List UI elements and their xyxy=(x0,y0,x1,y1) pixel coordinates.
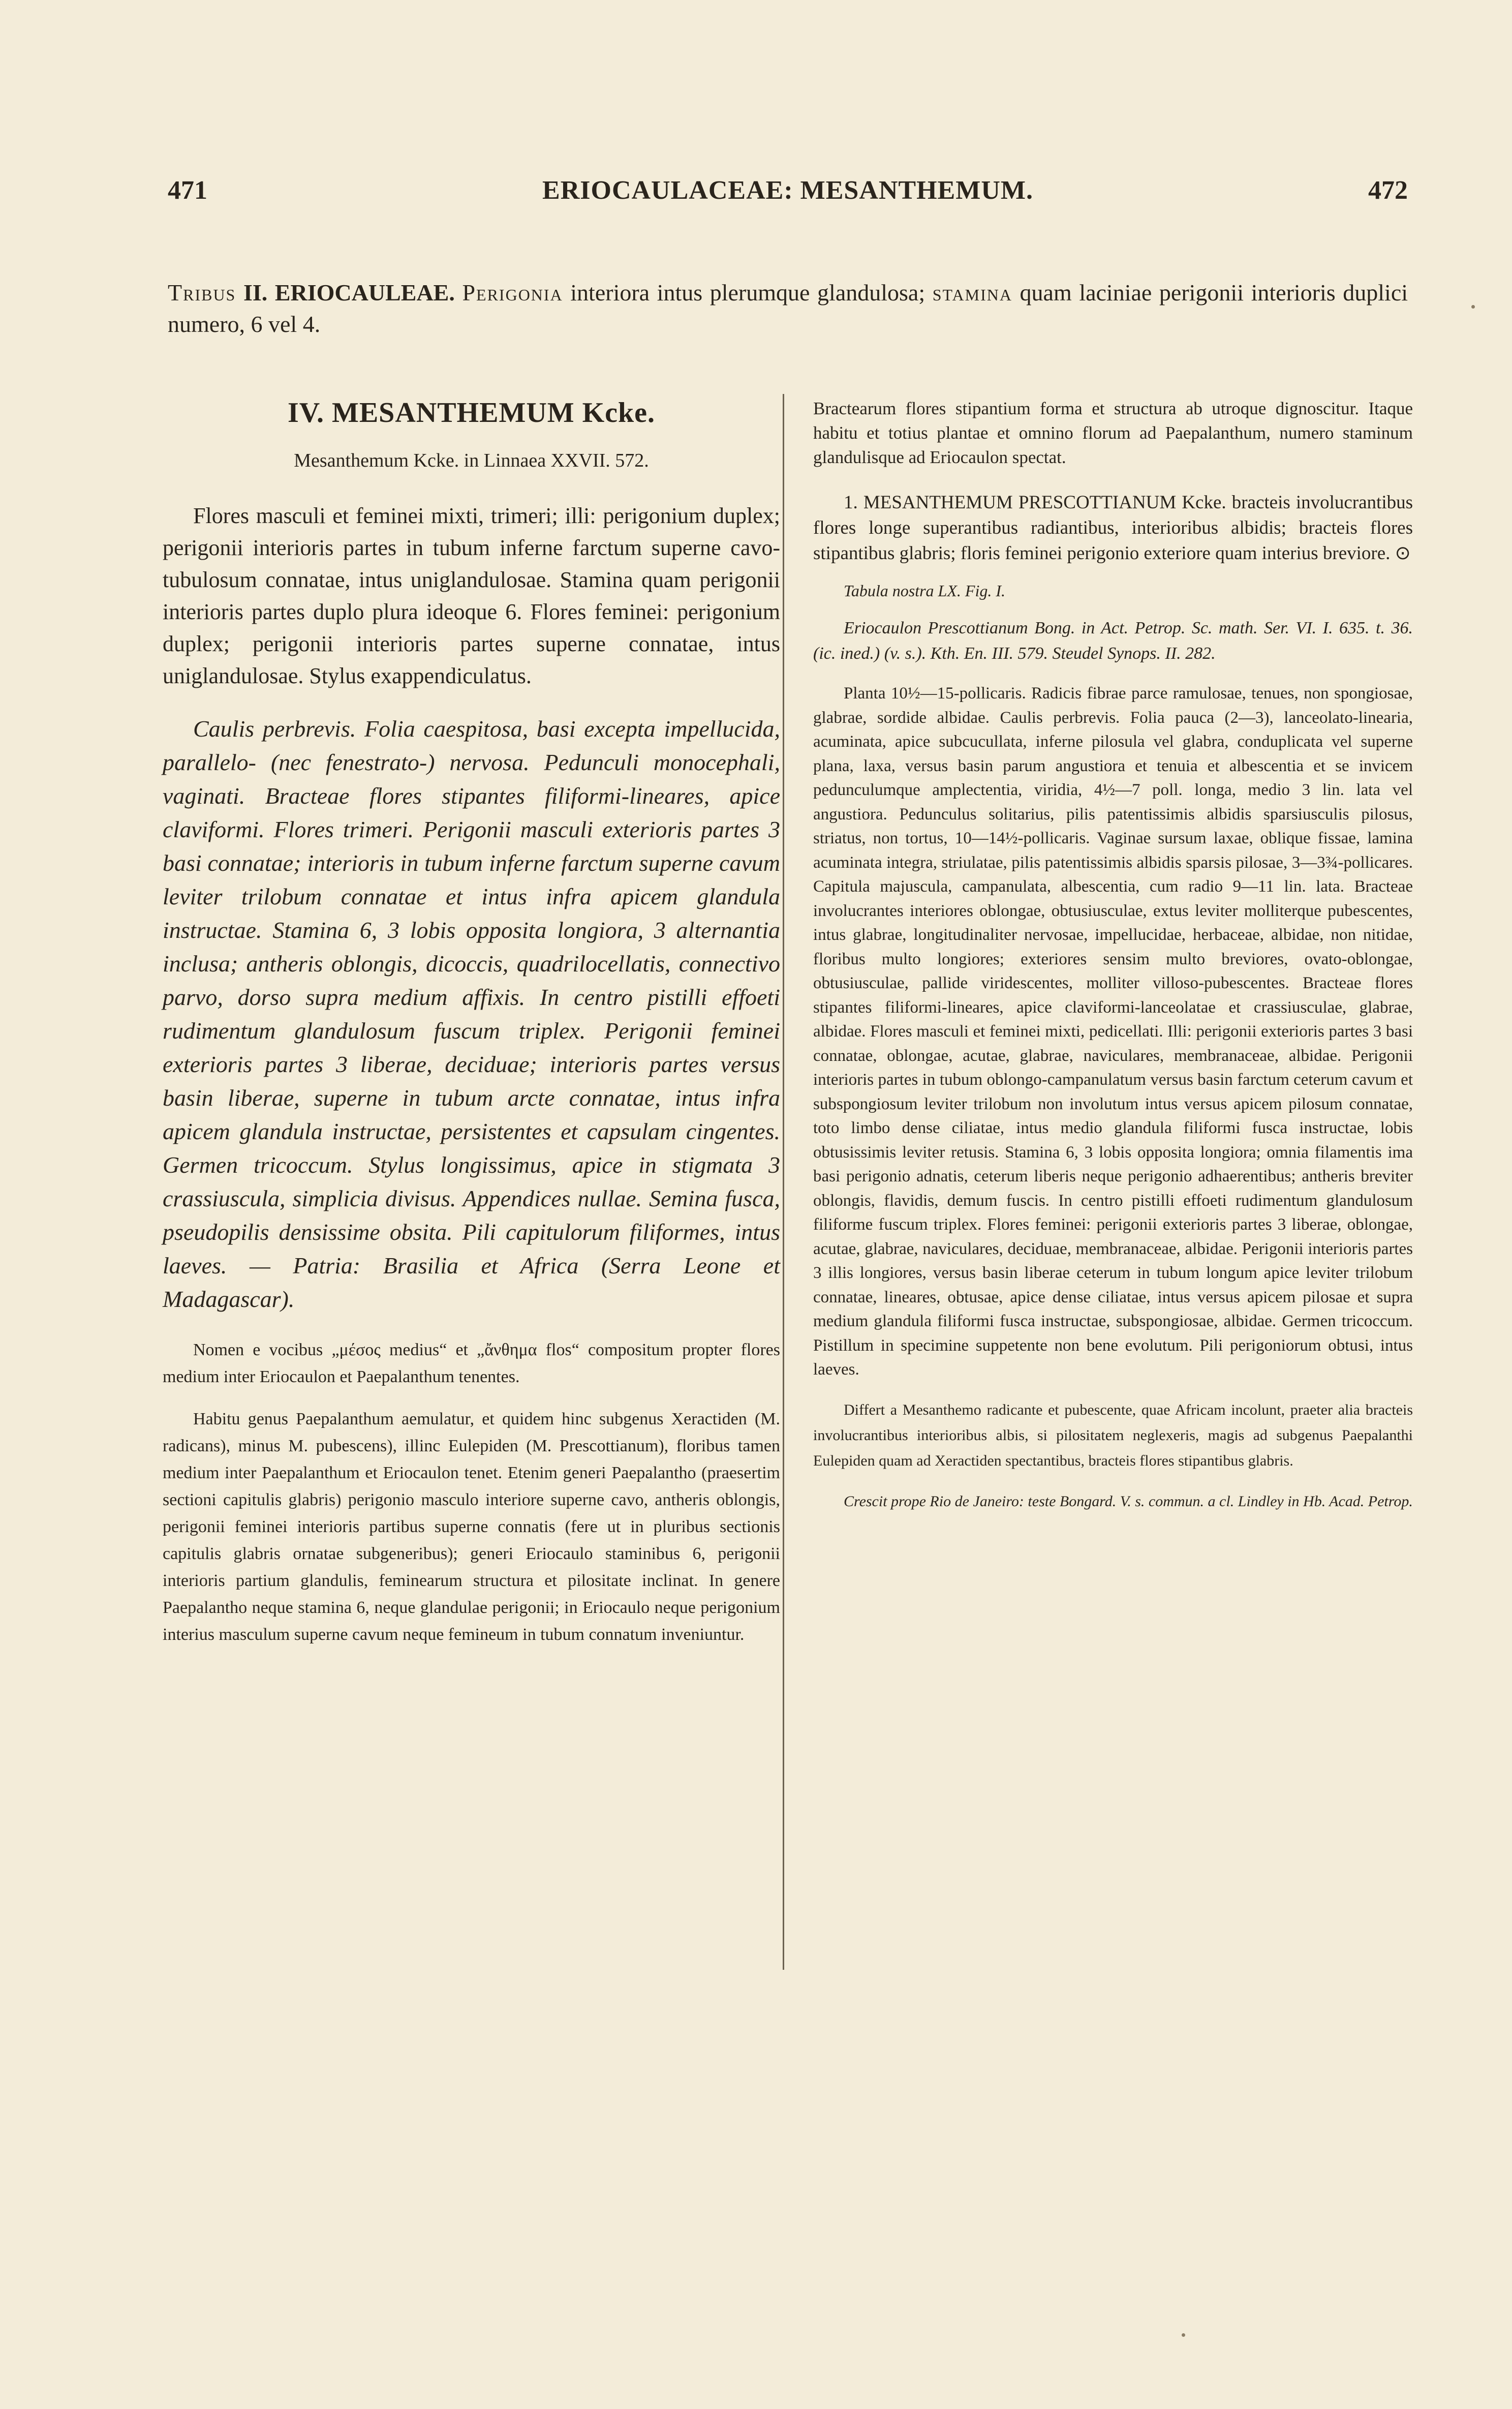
page-number-left: 471 xyxy=(168,176,207,205)
tribus-name: II. ERIOCAULEAE. xyxy=(243,280,455,306)
species-description: Planta 10½—15-pollicaris. Radicis fibrae parce ramulosae, tenues, non spongiosae, glabrae, sordide albidae. Caulis perbrevis. Folia pauca (2—3), lanceolato-linearia, acuminata, apice subcucullata, inferne pilosula vel glabra, conduplicata vel superne plana, laxa, versus basin parum angustiora et tenuia et albescentia et se invicem pedunculumque amplectentia, viridia, 4½—7 poll. longa, medio 3 lin. lata vel angustiora. Pedunculus solitarius, pilis patentissimis albidis sparsiusculis pilosus, striatus, non tortus, 10—14½-pollicaris. Vaginae sursum laxae, oblique fissae, lamina acuminata integra, striulatae, pilis patentissimis albidis sparsis pilosae, 3—3¾-pollicares. Capitula majuscula, campanulata, albescentia, cum radio 9—11 lin. lata. Bracteae involucrantes interiores oblongae, obtusiusculae, extus leviter molliterque pubescentes, intus glabrae, longitudinaliter nervosae, impellucidae, herbaceae, albidae, non nitidae, floribus multo longiores; exteriores sensim multo breviores, ovato-oblongae, obtusiusculae, pallide viridescentes, molliter villoso-pubescentes. Bracteae flores stipantes filiformi-lineares, apice claviformi-lanceolatae et crassiusculae, glabrae, albidae. Flores masculi et feminei mixti, pedicellati. Illi: perigonii exterioris partes 3 basi connatae, oblongae, acutae, glabrae, naviculares, membranaceae, albidae. Perigonii interioris partes in tubum oblongo-campanulatum versus basin farctum ceterum cavum et subspongiosum leviter trilobum non involutum intus versus apicem pilosum connatae, toto limbo dense ciliatae, intus medio glandula filiformi fusca instructae, lobis obtusissimis leviter retusis. Stamina 6, 3 lobis opposita longiora; omnia filamentis ima basi perigonio adnatis, ceterum liberis neque perigonio adhaerentibus; antheris breviter oblongis, flavidis, demum fuscis. In centro pistilli effoeti rudimentum glandulosum filiforme fuscum triplex. Flores feminei: perigonii exterioris partes 3 liberae, oblongae, acutae, glabrae, naviculares, deciduae, membranaceae, albidae. Perigonii interioris partes 3 illis longiores, versus basin liberae ceterum in tubum longum apice leviter trilobum connatae, lineares, obtusae, apice dense ciliatae, intus versus apicem pilosae et supra medium glandula filiformi fusca instructae, subspongiosae, albidae. Germen tricoccum. Pistillum in specimine suppetente non bene evolutum. Pili perigoniorum obtusi, intus laeves. xyxy=(813,684,1413,1379)
plate-reference: Tabula nostra LX. Fig. I. xyxy=(844,582,1005,600)
species-heading: 1. MESANTHEMUM PRESCOTTIANUM Kcke. bracteis involucrantibus flores longe superantibus radiantibus, interioribus albidis; bracteis flores stipantibus glabris; floris feminei perigonio exteriore quam interius breviore. ⊙ xyxy=(813,492,1413,564)
genus-reference: Mesanthemum Kcke. in Linnaea XXVII. 572. xyxy=(294,450,649,471)
paper-speck xyxy=(1471,305,1475,309)
affinity-paragraph: Habitu genus Paepalanthum aemulatur, et quidem hinc subgenus Xeractiden (M. radicans), minus M. pubescens), illinc Eulepiden (M. Prescottianum), floribus tamen medium inter Paepalanthum et Eriocaulon tenet. Etenim generi Paepalantho (praesertim sectioni capitulis glabris) perigonio masculo interiore superne cavo, antheris oblongis, perigonii feminei interioris partibus superne connatis (fere ut in pluribus sectionis capitulis glabris ornatae subgeneribus); generi Eriocaulo staminibus 6, perigonii interioris partium glandulis, feminearum structura et pilositate inclinat. In genere Paepalantho neque stamina 6, neque glandulae perigonii; in Eriocaulo neque perigonium interius masculum superne cavum neque femineum in tubum connatum inveniuntur. xyxy=(163,1410,780,1644)
running-title: ERIOCAULACEAE: MESANTHEMUM. xyxy=(542,176,1033,205)
tribus-stamina: stamina xyxy=(932,280,1012,306)
right-column xyxy=(813,397,1413,1530)
etymology-paragraph: Nomen e vocibus „μέσος medius“ et „ἄνθημα flos“ compositum propter flores medium inter Eriocaulon et Paepalanthum tenentes. xyxy=(163,1340,780,1386)
column-divider xyxy=(783,394,784,1970)
running-header xyxy=(168,175,1408,211)
page-number-right: 472 xyxy=(1368,176,1408,205)
differt-note: Differt a Mesanthemo radicante et pubescente, quae Africam incolunt, praeter alia bracteis involucrantibus interioribus albis, si pilositatem neglexeris, magis ad subgenus Paepalanthi Eulepiden quam ad Xeractiden spectantibus, bracteis flores stipantibus glabris. xyxy=(813,1401,1413,1469)
tribus-text-2: quam laciniae perigonii interioris duplici numero, 6 vel 4. xyxy=(168,280,1408,337)
genus-description: Caulis perbrevis. Folia caespitosa, basi excepta impellucida, parallelo- (nec fenestrato-) nervosa. Pedunculi monocephali, vaginati. Bracteae flores stipantes filiformi-lineares, apice claviformi. Flores trimeri. Perigonii masculi exterioris partes 3 basi connatae; interioris in tubum inferne farctum superne cavum leviter trilobum connatae et intus infra apicem glandula instructae. Stamina 6, 3 lobis opposita longiora, 3 alternantia inclusa; antheris oblongis, dicoccis, quadrilocellatis, connectivo parvo, dorso supra medium affixis. In centro pistilli effoeti rudimentum glandulosum fuscum triplex. Perigonii feminei exterioris partes 3 liberae, deciduae; interioris partes versus basin liberae, superne in tubum arcte connatae, intus infra apicem glandula instructae, persistentes et capsulam cingentes. Germen tricoccum. Stylus longissimus, apice in stigmata 3 crassiuscula, simplicia divisus. Appendices nullae. Semina fusca, pseudopilis densissime obsita. Pili capitulorum filiformes, intus laeves. — Patria: Brasilia et Africa (Serra Leone et Madagascar). xyxy=(163,716,780,1312)
locality-note: Crescit prope Rio de Janeiro: teste Bongard. V. s. commun. a cl. Lindley in Hb. Acad. Petrop. xyxy=(844,1492,1413,1510)
synonymy: Eriocaulon Prescottianum Bong. in Act. Petrop. Sc. math. Ser. VI. I. 635. t. 36. (ic. ined.) (v. s.). Kth. En. III. 579. Steudel Synops. II. 282. xyxy=(813,619,1413,663)
left-column xyxy=(163,397,780,1663)
tribus-heading xyxy=(168,277,1408,340)
genus-title: IV. MESANTHEMUM Kcke. xyxy=(287,397,656,429)
tribus-perigonia: Perigonia xyxy=(462,280,563,306)
paper-speck xyxy=(1182,2333,1185,2337)
tribus-text-1: interiora intus plerumque glandulosa; xyxy=(570,280,925,306)
generic-character: Flores masculi et feminei mixti, trimeri; illi: perigonium duplex; perigonii interioris partes in tubum inferne farctum superne cavo-tubulosum connatae, intus uniglandulosae. Stamina quam perigonii interioris partes duplo plura ideoque 6. Flores feminei: perigonium duplex; perigonii interioris partes superne connatae, intus uniglandulosae. Stylus exappendiculatus. xyxy=(163,503,780,688)
intro-paragraph: Bractearum flores stipantium forma et structura ab utroque dignoscitur. Itaque habitu et totius plantae et omnino florum ad Paepalanthum, numero staminum glandulisque ad Eriocaulon spectat. xyxy=(813,399,1413,467)
tribus-label: Tribus xyxy=(168,280,236,306)
